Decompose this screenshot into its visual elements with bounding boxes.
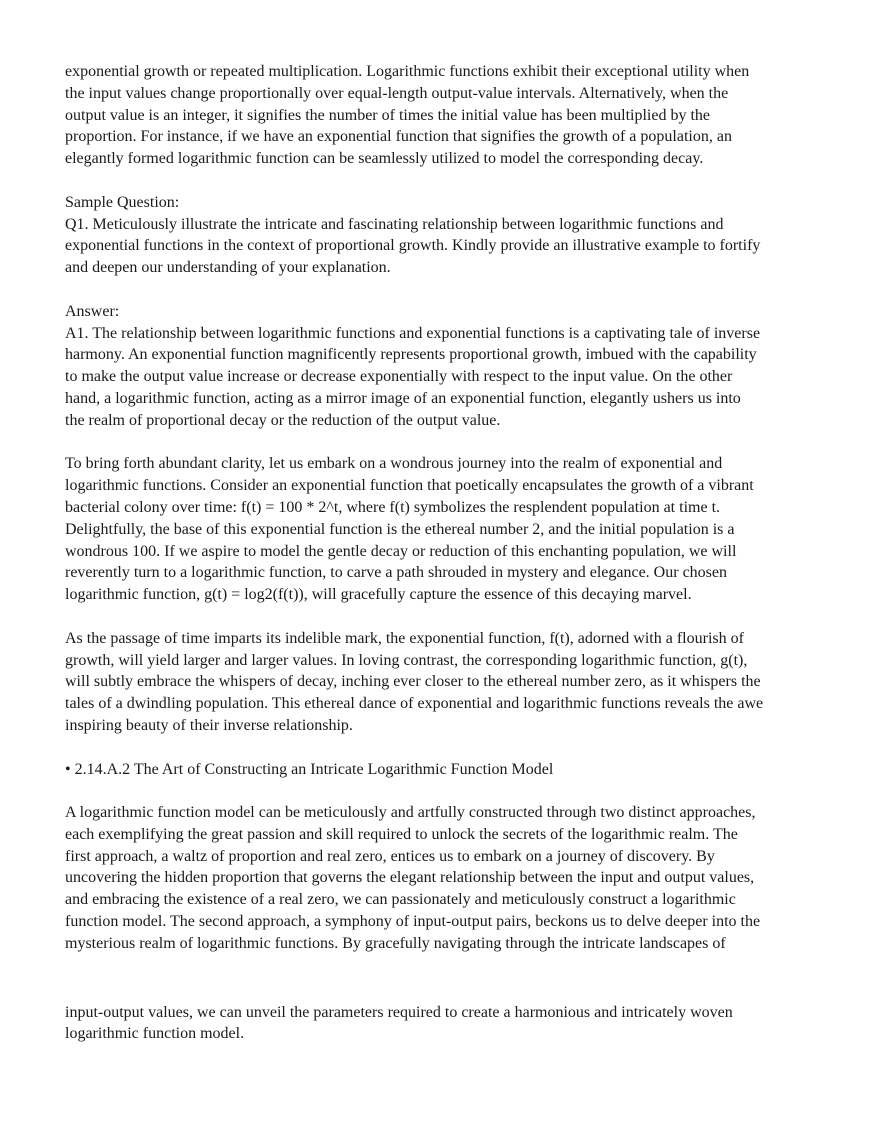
- paragraph-passage-of-time: [65, 628, 825, 737]
- question-heading: Sample Question:: [65, 193, 180, 211]
- text-line: A logarithmic function model can be meticulously and artfully constructed through two distinct approaches,: [65, 804, 756, 822]
- text-line: wondrous 100. If we aspire to model the gentle decay or reduction of this enchanting population, we will: [65, 542, 737, 560]
- text-line: tales of a dwindling population. This ethereal dance of exponential and logarithmic functions reveals the awe: [65, 695, 764, 713]
- text-line: As the passage of time imparts its indelible mark, the exponential function, f(t), adorned with a flourish of: [65, 629, 744, 647]
- text-line: Delightfully, the base of this exponential function is the ethereal number 2, and the initial population is a: [65, 520, 735, 538]
- text-line: inspiring beauty of their inverse relationship.: [65, 716, 353, 734]
- document-page: [65, 61, 825, 1067]
- text-line: output value is an integer, it signifies the number of times the initial value has been multiplied by the: [65, 106, 710, 124]
- text-line: function model. The second approach, a symphony of input-output pairs, beckons us to delve deeper into the: [65, 913, 761, 931]
- text-line: A1. The relationship between logarithmic functions and exponential functions is a captivating tale of inverse: [65, 324, 761, 342]
- text-line: mysterious realm of logarithmic functions. By gracefully navigating through the intricate landscapes of: [65, 934, 726, 952]
- section-heading: [65, 759, 825, 781]
- text-line: hand, a logarithmic function, acting as a mirror image of an exponential function, elegantly ushers us into: [65, 389, 741, 407]
- text-line: will subtly embrace the whispers of decay, inching ever closer to the ethereal number zero, as it whispers the: [65, 673, 761, 691]
- text-line: growth, will yield larger and larger values. In loving contrast, the corresponding logarithmic function, g(t),: [65, 651, 748, 669]
- paragraph-model-construction: [65, 802, 825, 955]
- paragraph-intro: [65, 61, 825, 170]
- paragraph-answer: [65, 301, 825, 432]
- text-line: and deepen our understanding of your explanation.: [65, 259, 391, 277]
- answer-heading: Answer:: [65, 302, 120, 320]
- text-line: Q1. Meticulously illustrate the intricate and fascinating relationship between logarithmic functions and: [65, 215, 724, 233]
- text-line: and embracing the existence of a real zero, we can passionately and meticulously construct a logarithmic: [65, 891, 736, 909]
- section-heading-text: • 2.14.A.2 The Art of Constructing an Intricate Logarithmic Function Model: [65, 760, 554, 778]
- text-line: the input values change proportionally over equal-length output-value intervals. Alternatively, when the: [65, 84, 729, 102]
- text-line: input-output values, we can unveil the parameters required to create a harmonious and intricately woven: [65, 1003, 733, 1021]
- paragraph-example: [65, 453, 825, 606]
- text-line: reverently turn to a logarithmic function, to carve a path shrouded in mystery and elegance. Our chosen: [65, 564, 727, 582]
- text-line: uncovering the hidden proportion that governs the elegant relationship between the input and output values,: [65, 869, 755, 887]
- text-line: bacterial colony over time: f(t) = 100 * 2^t, where f(t) symbolizes the resplendent population at time t.: [65, 498, 721, 516]
- page-break-gap: [65, 955, 825, 1002]
- paragraph-sample-question: [65, 192, 825, 279]
- text-line: first approach, a waltz of proportion and real zero, entices us to embark on a journey of discovery. By: [65, 847, 715, 865]
- text-line: exponential growth or repeated multiplication. Logarithmic functions exhibit their exceptional utility when: [65, 63, 750, 80]
- text-line: to make the output value increase or decrease exponentially with respect to the input value. On the other: [65, 368, 733, 386]
- text-line: logarithmic functions. Consider an exponential function that poetically encapsulates the growth of a vibrant: [65, 477, 754, 495]
- text-line: logarithmic function, g(t) = log2(f(t)), will gracefully capture the essence of this decaying marvel.: [65, 586, 692, 604]
- text-line: exponential functions in the context of proportional growth. Kindly provide an illustrative example to fortify: [65, 237, 761, 255]
- text-line: To bring forth abundant clarity, let us embark on a wondrous journey into the realm of exponential and: [65, 455, 723, 473]
- text-line: harmony. An exponential function magnificently represents proportional growth, imbued with the capability: [65, 346, 757, 364]
- text-line: each exemplifying the great passion and skill required to unlock the secrets of the logarithmic realm. The: [65, 825, 738, 843]
- text-line: the realm of proportional decay or the reduction of the output value.: [65, 411, 501, 429]
- text-line: elegantly formed logarithmic function can be seamlessly utilized to model the corresponding decay.: [65, 150, 704, 168]
- text-line: logarithmic function model.: [65, 1025, 245, 1043]
- paragraph-continued: [65, 1002, 825, 1046]
- text-line: proportion. For instance, if we have an exponential function that signifies the growth of a population, an: [65, 128, 732, 146]
